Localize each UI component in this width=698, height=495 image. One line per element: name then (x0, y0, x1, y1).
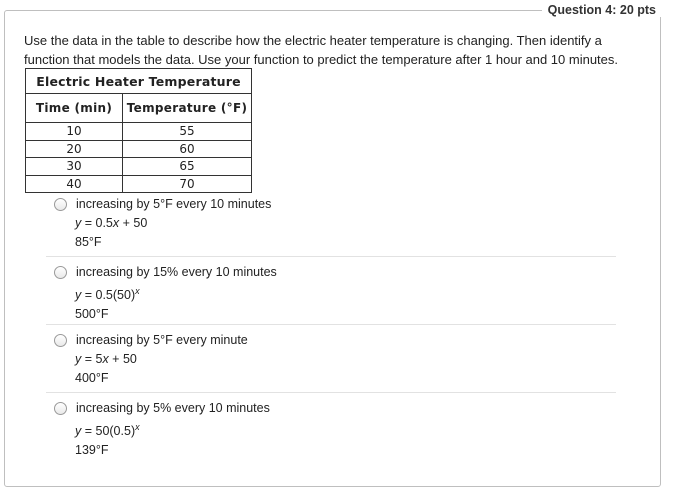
answer-option-3[interactable] (54, 331, 614, 388)
table-cell: 20 (26, 140, 123, 158)
option-description: increasing by 5% every 10 minutes (76, 401, 270, 415)
column-header-time: Time (min) (26, 94, 123, 123)
column-header-temperature: Temperature (°F) (123, 94, 252, 123)
option-description: increasing by 5°F every 10 minutes (76, 197, 272, 211)
radio-button[interactable] (54, 334, 67, 347)
table-row (26, 175, 252, 193)
radio-button[interactable] (54, 402, 67, 415)
option-equation: $y = 50(0.5)^x$ (75, 422, 140, 438)
option-equation: y = 0.5x + 50 (75, 216, 148, 230)
table-cell: 10 (26, 123, 123, 141)
question-prompt: Use the data in the table to describe how the electric heater temperature is changing. Then identify a function that models the data. Use your function to predict the temperature after 1 hour and 10 minutes. (24, 33, 619, 67)
table-cell: 40 (26, 175, 123, 193)
answer-option-4[interactable] (54, 399, 614, 460)
table-cell: 65 (123, 158, 252, 176)
option-divider (46, 392, 616, 393)
radio-button[interactable] (54, 266, 67, 279)
option-divider (46, 324, 616, 325)
option-prediction: 500°F (75, 307, 109, 321)
table-cell: 70 (123, 175, 252, 193)
table-cell: 30 (26, 158, 123, 176)
table-row (26, 140, 252, 158)
option-equation: y = 5x + 50 (75, 352, 137, 366)
option-prediction: 139°F (75, 443, 109, 457)
option-description: increasing by 5°F every minute (76, 333, 248, 347)
option-description: increasing by 15% every 10 minutes (76, 265, 277, 279)
option-prediction: 85°F (75, 235, 102, 249)
option-equation: $y = 0.5(50)^x$ (75, 286, 140, 302)
table-title: Electric Heater Temperature (26, 69, 252, 94)
data-table (25, 68, 252, 193)
answer-option-1[interactable] (54, 195, 614, 252)
table-cell: 60 (123, 140, 252, 158)
table-cell: 55 (123, 123, 252, 141)
answer-option-2[interactable] (54, 263, 614, 324)
table-row (26, 123, 252, 141)
question-label: Question 4: 20 pts (542, 3, 662, 17)
option-prediction: 400°F (75, 371, 109, 385)
table-row (26, 158, 252, 176)
radio-button[interactable] (54, 198, 67, 211)
option-divider (46, 256, 616, 257)
